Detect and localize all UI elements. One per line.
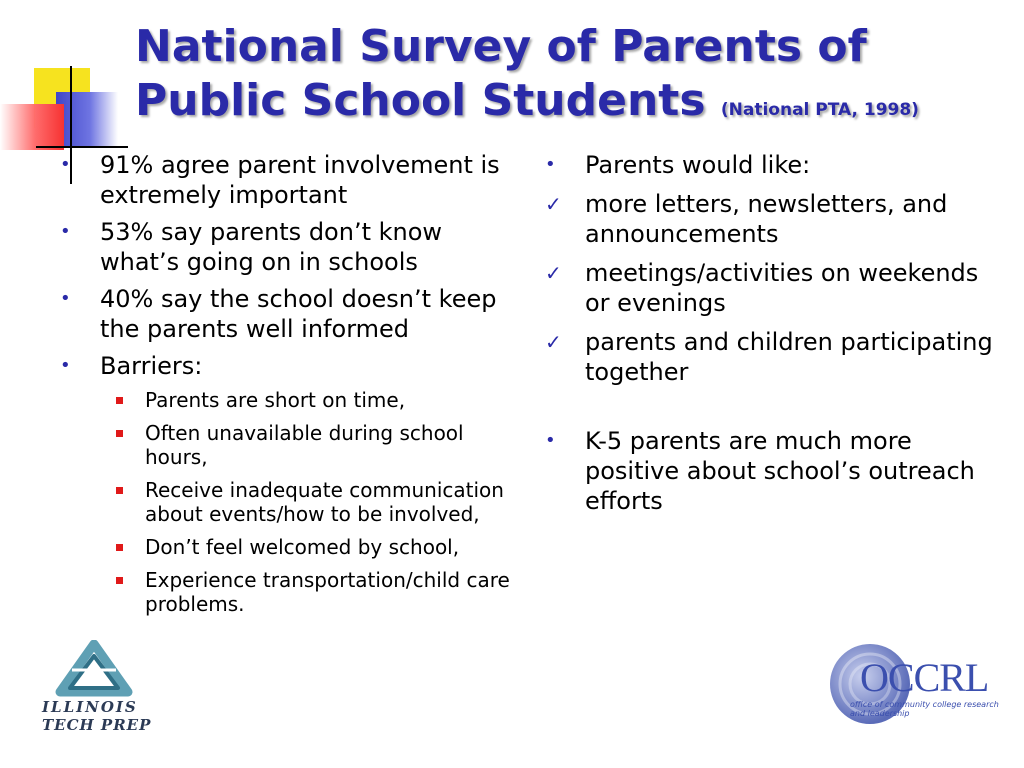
list-item <box>60 568 515 616</box>
checkmark-icon: ✓ <box>545 330 562 354</box>
bullet-dot-icon: • <box>60 288 71 309</box>
red-square <box>0 104 64 150</box>
horizontal-rule <box>36 146 128 148</box>
red-square-icon <box>116 430 123 437</box>
bullet-dot-icon: • <box>60 221 71 242</box>
logo-text-line-2: TECH PREP <box>42 716 152 734</box>
red-square-icon <box>116 577 123 584</box>
left-bullet-list <box>60 150 515 381</box>
wish-text: meetings/activities on weekends or evenings <box>585 259 979 317</box>
bullet-text: 53% say parents don’t know what’s going on in schools <box>100 218 443 276</box>
list-item <box>60 388 515 412</box>
wish-text: more letters, newsletters, and announcements <box>585 190 948 248</box>
bullet-dot-icon: • <box>545 154 556 175</box>
red-square-icon <box>116 397 123 404</box>
list-item <box>545 426 1005 516</box>
occrl-logo <box>828 642 1008 726</box>
triangle-logo-icon <box>42 640 152 698</box>
barrier-text: Experience transportation/child care problems. <box>145 568 510 616</box>
list-item <box>60 150 515 210</box>
slide-title <box>135 20 1015 128</box>
logo-name: OCCRL <box>860 655 989 700</box>
bullet-text: Barriers: <box>100 352 203 380</box>
bullet-text: K-5 parents are much more positive about school’s outreach efforts <box>585 427 975 515</box>
logo-text-line-1: ILLINOIS <box>42 698 138 716</box>
list-item <box>545 150 1005 180</box>
barrier-text: Receive inadequate communication about events/how to be involved, <box>145 478 504 526</box>
right-bullet-list <box>545 150 1005 516</box>
list-item <box>60 478 515 526</box>
spacer <box>545 396 1005 426</box>
bullet-text: 91% agree parent involvement is extremely important <box>100 151 500 209</box>
title-citation: (National PTA, 1998) <box>720 100 919 120</box>
red-square-icon <box>116 487 123 494</box>
barriers-list <box>60 388 515 616</box>
barrier-text: Don’t feel welcomed by school, <box>145 535 460 559</box>
wish-text: parents and children participating together <box>585 328 993 386</box>
list-item <box>545 189 1005 249</box>
bullet-dot-icon: • <box>545 430 556 451</box>
logo-subtitle: office of community college research and leadership <box>850 700 999 718</box>
left-column <box>60 150 515 625</box>
red-square-icon <box>116 544 123 551</box>
list-item <box>545 258 1005 318</box>
bullet-dot-icon: • <box>60 355 71 376</box>
list-item <box>545 327 1005 387</box>
list-item <box>60 535 515 559</box>
bullet-text: Parents would like: <box>585 151 811 179</box>
barrier-text: Often unavailable during school hours, <box>145 421 464 469</box>
list-item <box>60 421 515 469</box>
checkmark-icon: ✓ <box>545 261 562 285</box>
bullet-text: 40% say the school doesn’t keep the parents well informed <box>100 285 497 343</box>
title-line-2: Public School Students <box>135 75 706 126</box>
bullet-dot-icon: • <box>60 154 71 175</box>
list-item <box>60 351 515 381</box>
checkmark-icon: ✓ <box>545 192 562 216</box>
title-line-1: National Survey of Parents of <box>135 21 867 72</box>
right-column <box>545 150 1005 525</box>
illinois-tech-prep-logo <box>42 640 152 740</box>
list-item <box>60 217 515 277</box>
list-item <box>60 284 515 344</box>
barrier-text: Parents are short on time, <box>145 388 406 412</box>
blue-square <box>56 92 118 146</box>
